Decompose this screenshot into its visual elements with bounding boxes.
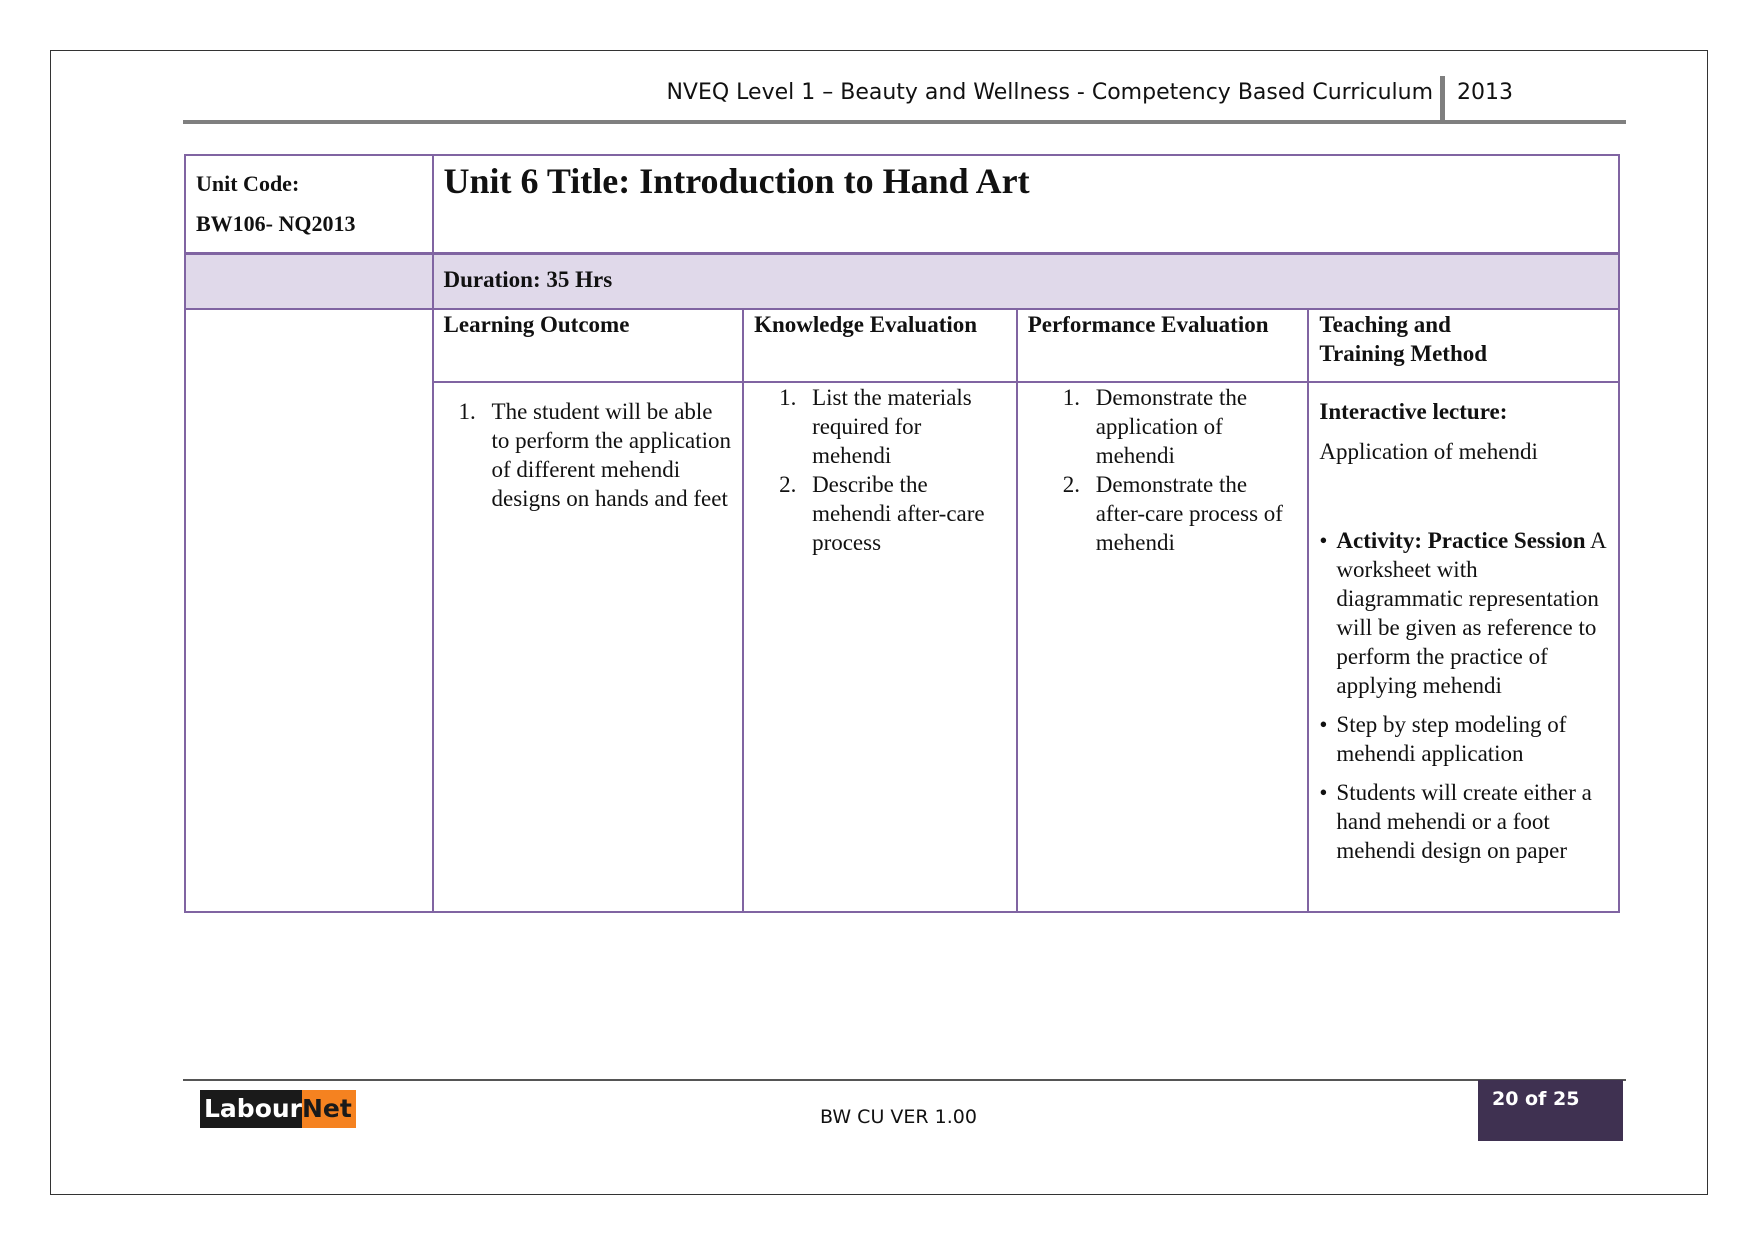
learning-outcome-cell: [433, 382, 744, 912]
activity-text: A worksheet with diagrammatic representation will be given as reference to perform the practice of applying mehendi: [1336, 528, 1606, 698]
teaching-subtitle: Application of mehendi: [1319, 439, 1538, 464]
logo-text-net: Net: [302, 1090, 356, 1128]
left-empty-cell: [185, 309, 433, 912]
footer-version: BW CU VER 1.00: [820, 1106, 977, 1128]
col-learning-outcome: Learning Outcome: [433, 309, 744, 382]
header-rule: [183, 120, 1626, 124]
knowledge-evaluation-item: 2. Describe the mehendi after-care process: [802, 470, 1006, 557]
knowledge-evaluation-item: 1. List the materials required for mehendi: [802, 383, 1006, 470]
performance-evaluation-cell: [1017, 382, 1309, 912]
knowledge-evaluation-list: [754, 383, 1006, 557]
unit-code-value: BW106- NQ2013: [196, 211, 356, 236]
page-number-box: [1478, 1080, 1623, 1141]
unit-table: [184, 154, 1620, 913]
learning-outcome-item: 1. The student will be able to perform the application of different mehendi designs on hands and feet: [482, 397, 733, 513]
col-teaching-method-line1: Teaching and: [1319, 312, 1451, 337]
header-year: 2013: [1457, 80, 1513, 105]
page-number: 20 of 25: [1492, 1088, 1580, 1110]
col-performance-evaluation: Performance Evaluation: [1017, 309, 1309, 382]
unit-title: Unit 6 Title: Introduction to Hand Art: [443, 161, 1030, 201]
col-teaching-method-line2: Training Method: [1319, 341, 1488, 366]
duration-empty-cell: [185, 253, 433, 309]
footer-rule: [183, 1079, 1626, 1081]
teaching-bullet: • Step by step modeling of mehendi application: [1336, 710, 1608, 768]
teaching-heading: Interactive lecture:: [1319, 399, 1508, 424]
learning-outcome-list: [444, 397, 733, 513]
performance-evaluation-item: 2. Demonstrate the after-care process of mehendi: [1086, 470, 1298, 557]
performance-evaluation-item: 1. Demonstrate the application of mehendi: [1086, 383, 1298, 470]
duration-label: Duration: 35 Hrs: [443, 266, 613, 292]
duration-cell: [433, 253, 1619, 309]
unit-code-cell: [185, 155, 433, 253]
teaching-bullet-list: [1319, 526, 1608, 865]
header-separator: [1440, 76, 1445, 122]
column-header-row: [185, 309, 1619, 382]
unit-title-row: [185, 155, 1619, 253]
col-knowledge-evaluation: Knowledge Evaluation: [743, 309, 1017, 382]
unit-code-label: Unit Code:: [196, 171, 300, 196]
logo-text-labour: Labour: [200, 1090, 302, 1128]
labournet-logo: [200, 1090, 356, 1128]
performance-evaluation-list: [1028, 383, 1298, 557]
header-title: NVEQ Level 1 – Beauty and Wellness - Competency Based Curriculum: [666, 80, 1433, 105]
unit-title-cell: [433, 155, 1619, 253]
teaching-bullet: • Students will create either a hand mehendi or a foot mehendi design on paper: [1336, 778, 1608, 865]
col-teaching-method: [1308, 309, 1619, 382]
teaching-bullet-activity: [1336, 526, 1608, 700]
duration-row: [185, 253, 1619, 309]
knowledge-evaluation-cell: [743, 382, 1017, 912]
teaching-method-cell: [1308, 382, 1619, 912]
activity-title: Activity: Practice Session: [1336, 528, 1586, 553]
